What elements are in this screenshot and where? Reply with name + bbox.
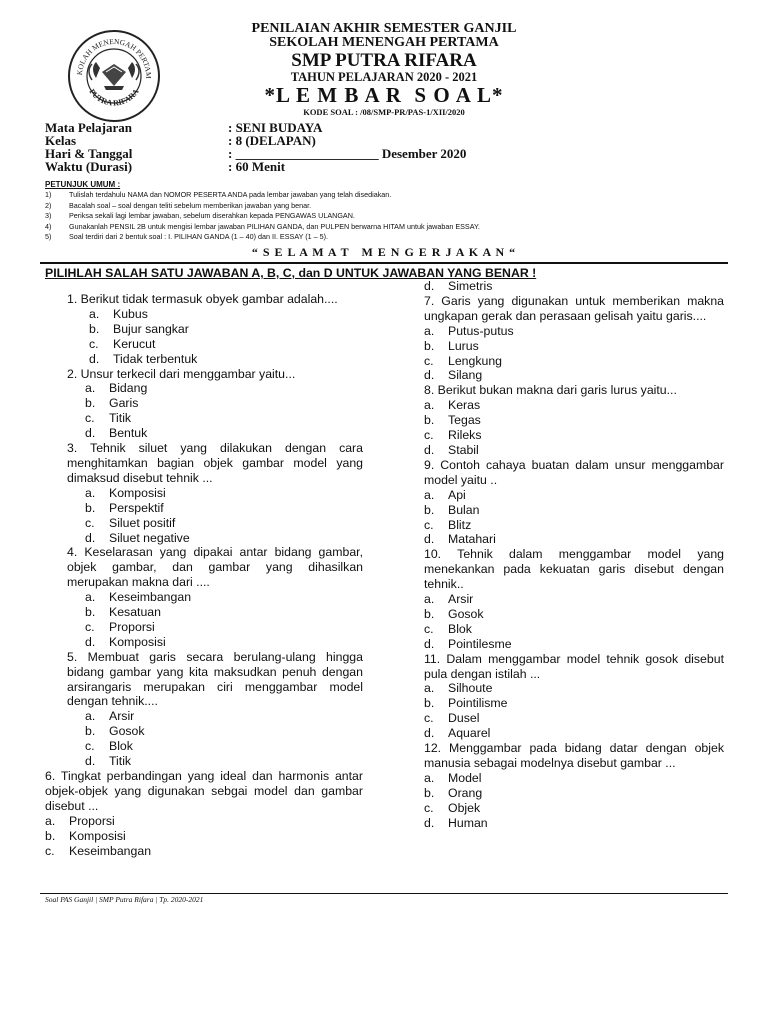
- option-text: Bidang: [109, 381, 148, 396]
- option-letter: c.: [424, 711, 434, 726]
- answer-option: [424, 681, 724, 696]
- option-letter: a.: [85, 485, 96, 500]
- option-text: Tegas: [448, 413, 481, 428]
- question-text: 6. Tingkat perbandingan yang ideal dan harmonis antar objek-objek yang digunakan sebgai model dan gambar disebut ...: [45, 769, 363, 813]
- answer-option: [424, 428, 724, 443]
- option-text: Pointilesme: [448, 636, 512, 651]
- answer-option: [85, 590, 365, 605]
- question-text: 4. Keselarasan yang dipakai antar bidang gambar, objek gambar, dan gambar yang dihasilkan merupakan makna dari ....: [67, 545, 363, 590]
- instruction-item: 4) Gunakanlah PENSIL 2B untuk mengisi lembar jawaban PILIHAN GANDA, dan PULPEN berwarna HITAM untuk jawaban ESSAY.: [45, 221, 480, 231]
- option-text: Blok: [109, 739, 133, 754]
- option-letter: b.: [85, 396, 96, 411]
- option-text: Proporsi: [109, 619, 155, 634]
- school-name: SMP PUTRA RIFARA: [291, 50, 477, 71]
- question-text: 8. Berikut bukan makna dari garis lurus yaitu...: [424, 383, 677, 398]
- option-letter: b.: [85, 724, 96, 739]
- option-text: Rileks: [448, 428, 482, 443]
- info-label-class: Kelas: [45, 133, 77, 148]
- header-line-1: PENILAIAN AKHIR SEMESTER GANJIL: [251, 21, 517, 36]
- question-text: 11. Dalam menggambar model tehnik gosok disebut pula dengan istilah ...: [424, 651, 724, 681]
- answer-option: [424, 488, 724, 503]
- option-letter: d.: [424, 532, 435, 547]
- answer-option: [85, 396, 365, 411]
- option-letter: c.: [424, 517, 434, 532]
- option-letter: b.: [89, 321, 100, 336]
- info-value-duration: : 60 Menit: [228, 159, 286, 174]
- instruction-item: 1) Tulislah terdahulu NAMA dan NOMOR PESERTA ANDA pada lembar jawaban yang telah disediakan.: [45, 190, 392, 200]
- option-text: Model: [448, 770, 482, 785]
- option-letter: b.: [424, 338, 435, 353]
- option-letter: c.: [424, 353, 434, 368]
- answer-option: [424, 339, 724, 354]
- logo-text-bottom: PUTRA RIFARA: [87, 87, 141, 108]
- option-text: Perspektif: [109, 500, 164, 515]
- option-text: Keseimbangan: [69, 843, 152, 858]
- info-value-subject: : SENI BUDAYA: [228, 120, 323, 135]
- info-label-subject: Mata Pelajaran: [45, 120, 133, 135]
- instruction-item: 3) Periksa sekali lagi lembar jawaban, sebelum diserahkan kepada PENGAWAS ULANGAN.: [45, 211, 355, 221]
- question-text: 10. Tehnik dalam menggambar model yang menekankan pada kekuatan garis disebut dengan tehnik..: [424, 547, 724, 592]
- option-letter: d.: [424, 442, 435, 457]
- answer-option: [85, 724, 365, 739]
- answer-option: [424, 413, 724, 428]
- option-text: Siluet negative: [109, 530, 190, 545]
- footer-divider: [40, 893, 728, 894]
- option-letter: d.: [85, 634, 96, 649]
- answer-option: [424, 696, 724, 711]
- option-text: Keseimbangan: [109, 590, 192, 605]
- question-text: 9. Contoh cahaya buatan dalam unsur menggambar model yaitu ..: [424, 457, 724, 487]
- answer-option: [424, 354, 724, 369]
- option-text: Kesatuan: [109, 605, 161, 620]
- option-text: Dusel: [448, 711, 480, 726]
- option-text: Blitz: [448, 517, 472, 532]
- option-letter: d.: [424, 368, 435, 383]
- option-text: Gosok: [109, 724, 145, 739]
- answer-option: [424, 324, 724, 339]
- option-letter: d.: [424, 636, 435, 651]
- option-letter: a.: [424, 398, 435, 413]
- instruction-item: 2) Bacalah soal – soal dengan teliti sebelum memberikan jawaban yang benar.: [45, 200, 312, 210]
- option-letter: a.: [424, 323, 435, 338]
- answer-option: [424, 532, 724, 547]
- option-text: Lurus: [448, 338, 479, 353]
- question-text: 3. Tehnik siluet yang dilakukan dengan cara menghitamkan bagian objek gambar model yang dimaksud disebut tehnik ...: [67, 441, 363, 485]
- info-label-duration: Waktu (Durasi): [45, 159, 133, 174]
- answer-option: [424, 592, 724, 607]
- option-letter: c.: [424, 428, 434, 443]
- option-text: Pointilisme: [448, 696, 508, 711]
- section-title: PILIHLAH SALAH SATU JAWABAN A, B, C, dan D UNTUK JAWABAN YANG BENAR !: [45, 266, 537, 280]
- option-letter: d.: [85, 426, 96, 441]
- answer-option: [85, 605, 365, 620]
- option-text: Putus-putus: [448, 323, 514, 338]
- option-letter: d.: [89, 351, 100, 366]
- general-instructions: [45, 180, 480, 242]
- question-text: 12. Menggambar pada bidang datar dengan objek manusia sebagai modelnya disebut gambar ...: [424, 741, 724, 770]
- answer-option: [85, 381, 365, 396]
- answer-option: [85, 739, 365, 754]
- option-text: Kerucut: [113, 336, 156, 351]
- answer-option: [45, 844, 365, 859]
- question-text: 7. Garis yang digunakan untuk memberikan makna ungkapan gerak dan perasaan gelisah yaitu garis....: [424, 293, 724, 323]
- option-text: Komposisi: [69, 828, 126, 843]
- answer-option: [45, 814, 365, 829]
- option-text: Keras: [448, 398, 481, 413]
- option-letter: d.: [424, 815, 435, 830]
- option-text: Bulan: [448, 502, 480, 517]
- option-text: Gosok: [448, 606, 484, 621]
- header-line-2: SEKOLAH MENENGAH PERTAMA: [269, 35, 499, 50]
- option-text: Bujur sangkar: [113, 321, 189, 336]
- option-letter: c.: [424, 800, 434, 815]
- answer-option: [424, 816, 724, 831]
- option-text: Blok: [448, 621, 472, 636]
- option-letter: b.: [85, 605, 96, 620]
- answer-option: [424, 279, 724, 294]
- option-letter: a.: [424, 770, 435, 785]
- option-text: Aquarel: [448, 726, 491, 741]
- option-letter: c.: [85, 739, 95, 754]
- option-text: Komposisi: [109, 485, 166, 500]
- instruction-item: 5) Soal terdiri dari 2 bentuk soal : I. PILIHAN GANDA (1 – 40) dan II. ESSAY (1 – 5).: [45, 232, 329, 242]
- answer-option: [424, 711, 724, 726]
- greeting-banner: “ S E L A M A T M E N G E R J A K A N “: [251, 245, 517, 259]
- info-label-date: Hari & Tanggal: [45, 146, 133, 161]
- answer-option: [424, 726, 724, 741]
- option-letter: a.: [85, 381, 96, 396]
- option-letter: b.: [45, 828, 56, 843]
- question-text: 2. Unsur terkecil dari menggambar yaitu...: [67, 366, 296, 381]
- option-letter: a.: [424, 487, 435, 502]
- divider-line: [40, 262, 728, 264]
- option-text: Silang: [448, 368, 483, 383]
- option-letter: d.: [85, 530, 96, 545]
- info-value-date: : ______________________ Desember 2020: [228, 146, 467, 161]
- option-text: Tidak terbentuk: [113, 351, 198, 366]
- option-letter: c.: [85, 619, 95, 634]
- option-letter: c.: [89, 336, 99, 351]
- option-letter: a.: [85, 590, 96, 605]
- option-text: Orang: [448, 785, 483, 800]
- option-text: Bentuk: [109, 426, 148, 441]
- option-letter: b.: [424, 696, 435, 711]
- info-value-class: : 8 (DELAPAN): [228, 133, 316, 148]
- answer-option: [89, 337, 365, 352]
- answer-option: [424, 771, 724, 786]
- option-text: Arsir: [109, 709, 135, 724]
- answer-option: [45, 829, 365, 844]
- option-text: Lengkung: [448, 353, 503, 368]
- answer-option: [89, 307, 365, 322]
- option-text: Simetris: [448, 279, 493, 293]
- option-letter: a.: [424, 681, 435, 696]
- answer-option: [424, 443, 724, 458]
- option-letter: a.: [85, 709, 96, 724]
- option-letter: b.: [424, 413, 435, 428]
- option-letter: d.: [85, 754, 96, 769]
- option-text: Proporsi: [69, 813, 115, 828]
- answer-option: [424, 637, 724, 652]
- option-letter: c.: [424, 621, 434, 636]
- answer-option: [424, 518, 724, 533]
- answer-option: [85, 754, 365, 769]
- document-title: *L E M B A R S O A L*: [264, 83, 504, 107]
- answer-option: [424, 398, 724, 413]
- answer-option: [85, 709, 365, 724]
- option-letter: d.: [424, 726, 435, 741]
- option-letter: b.: [85, 500, 96, 515]
- option-letter: b.: [424, 606, 435, 621]
- option-letter: a.: [89, 306, 100, 321]
- logo-text-top: KOLAH MENENGAH PERTAM: [74, 36, 154, 79]
- answer-option: [424, 503, 724, 518]
- page-footer: Soal PAS Ganjil | SMP Putra Rifara | Tp. 2020-2021: [45, 895, 204, 904]
- option-letter: b.: [424, 502, 435, 517]
- answer-option: [89, 352, 365, 367]
- option-text: Objek: [448, 800, 481, 815]
- exam-code: KODE SOAL : /08/SMP-PR/PAS-1/XII/2020: [303, 107, 465, 117]
- answer-option: [85, 486, 365, 501]
- answer-option: [424, 622, 724, 637]
- option-text: Kubus: [113, 306, 148, 321]
- option-text: Komposisi: [109, 634, 166, 649]
- option-text: Api: [448, 487, 466, 502]
- option-text: Human: [448, 815, 488, 830]
- option-letter: a.: [45, 813, 56, 828]
- answer-option: [424, 801, 724, 816]
- answer-option: [85, 426, 365, 441]
- question-column-left: [45, 292, 365, 858]
- answer-option: [89, 322, 365, 337]
- academic-year: TAHUN PELAJARAN 2020 - 2021: [290, 70, 478, 84]
- answer-option: [85, 501, 365, 516]
- question-text: 5. Membuat garis secara berulang-ulang hingga bidang gambar yang kita maksudkan penuh dengan arsirangaris merupakan ciri menggambar model dengan tehnik....: [67, 649, 363, 709]
- question-text: 1. Berikut tidak termasuk obyek gambar adalah....: [67, 292, 338, 306]
- answer-option: [424, 786, 724, 801]
- option-letter: c.: [85, 411, 95, 426]
- option-text: Stabil: [448, 442, 479, 457]
- option-text: Titik: [109, 411, 132, 426]
- option-letter: b.: [424, 785, 435, 800]
- instructions-title: PETUNJUK UMUM :: [45, 180, 121, 189]
- answer-option: [424, 607, 724, 622]
- option-text: Silhoute: [448, 681, 493, 696]
- answer-option: [424, 368, 724, 383]
- option-text: Titik: [109, 754, 132, 769]
- answer-option: [85, 531, 365, 546]
- option-text: Garis: [109, 396, 139, 411]
- question-column-right: [424, 279, 724, 831]
- answer-option: [85, 411, 365, 426]
- option-text: Matahari: [448, 532, 496, 547]
- answer-option: [85, 635, 365, 650]
- option-text: Siluet positif: [109, 515, 176, 530]
- option-letter: a.: [424, 592, 435, 607]
- answer-option: [85, 620, 365, 635]
- option-letter: c.: [45, 843, 55, 858]
- answer-option: [85, 516, 365, 531]
- option-letter: d.: [424, 279, 435, 293]
- option-text: Arsir: [448, 592, 474, 607]
- option-letter: c.: [85, 515, 95, 530]
